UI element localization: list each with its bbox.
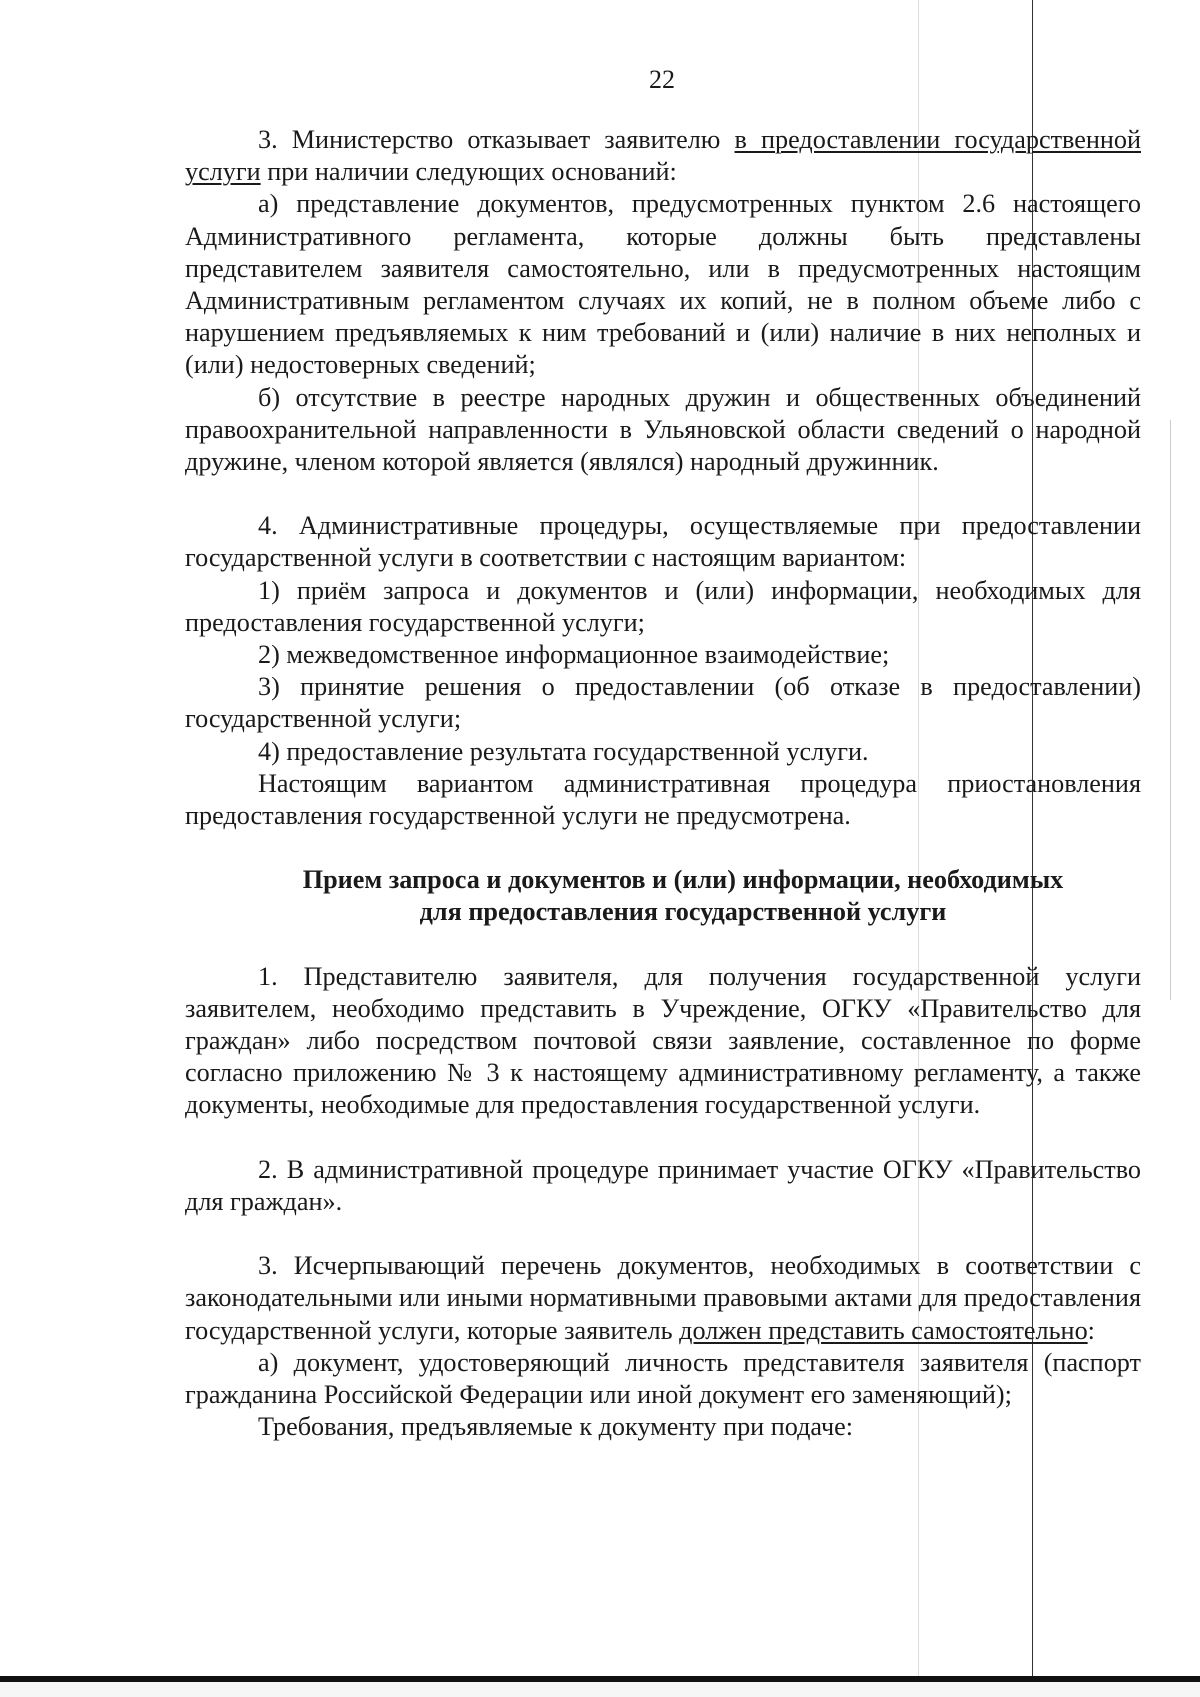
paragraph-gap — [185, 832, 1141, 864]
paragraph-submission: 1. Представителю заявителя, для получения государственной услуги заявителем, необходимо представить в Учреждение, ОГКУ «Правительство для граждан» либо посредством почтовой связи заявление, составленное по форме согласно приложению № 3 к настоящему административному регламенту, а также документы, необходимые для предоставления государственной услуги. — [185, 961, 1141, 1120]
paragraph-suspension-note: Настоящим вариантом административная процедура приостановления предоставления государственной услуги не предусмотрена. — [185, 768, 1141, 831]
text-run: при наличии следующих оснований: — [260, 157, 677, 187]
paragraph-refusal-grounds — [185, 124, 1141, 188]
paragraph-gap — [185, 478, 1141, 510]
paragraph-item-b: б) отсутствие в реестре народных дружин и общественных объединений правоохранительной направленности в Ульяновской области сведений о народной дружине, членом которой является (являлся) народный дружинник. — [185, 382, 1141, 477]
paragraph-document-list — [185, 1250, 1141, 1347]
underlined-text: в предоставлении государственной услуги — [185, 125, 1141, 187]
text-run: : — [1087, 1315, 1095, 1345]
paragraph-participant: 2. В административной процедуре принимает участие ОГКУ «Правительство для граждан». — [185, 1154, 1141, 1216]
paragraph-procedure-1: 1) приём запроса и документов и (или) информации, необходимых для предоставления государственной услуги; — [185, 575, 1141, 637]
text-run: 3. Министерство отказывает заявителю — [258, 125, 735, 154]
document-body — [185, 124, 1141, 1443]
heading-line: Прием запроса и документов и (или) информации, необходимых — [302, 865, 1064, 895]
paragraph-requirements: Требования, предъявляемые к документу при подаче: — [258, 1412, 854, 1442]
text-run: 3. Исчерпывающий перечень документов, необходимых в соответствии с законодательными или иными нормативными правовыми актами для предоставления государственной услуги, которые заявитель — [185, 1251, 1141, 1345]
scan-bottom-margin — [0, 1682, 1200, 1697]
paragraph-procedures: 4. Административные процедуры, осуществляемые при предоставлении государственной услуги в соответствии с настоящим вариантом: — [185, 511, 1141, 573]
paragraph-item-a: а) представление документов, предусмотренных пунктом 2.6 настоящего Административного регламента, которые должны быть представлены представителем заявителя самостоятельно, или в предусмотренных настоящим Административным регламентом случаях их копий, не в полном объеме либо с нарушением предъявляемых к ним требований и (или) наличие в них неполных и (или) недостоверных сведений; — [185, 189, 1141, 380]
paragraph-procedure-3: 3) принятие решения о предоставлении (об отказе в предоставлении) государственной услуги; — [185, 672, 1141, 734]
paragraph-procedure-2: 2) межведомственное информационное взаимодействие; — [258, 640, 890, 670]
section-heading — [185, 864, 1141, 928]
paragraph-gap — [185, 929, 1141, 961]
underlined-text: должен представить самостоятельно — [679, 1315, 1088, 1345]
paragraph-procedure-4: 4) предоставление результата государственной услуги. — [258, 736, 869, 766]
paragraph-gap — [185, 1218, 1141, 1250]
scan-artifact-line — [1170, 420, 1171, 1000]
paragraph-identity-document: а) документ, удостоверяющий личность представителя заявителя (паспорт гражданина Российской Федерации или иной документ его заменяющий); — [185, 1347, 1141, 1409]
paragraph-gap — [185, 1122, 1141, 1154]
page-number: 22 — [649, 65, 675, 94]
heading-line: для предоставления государственной услуги — [419, 897, 947, 927]
